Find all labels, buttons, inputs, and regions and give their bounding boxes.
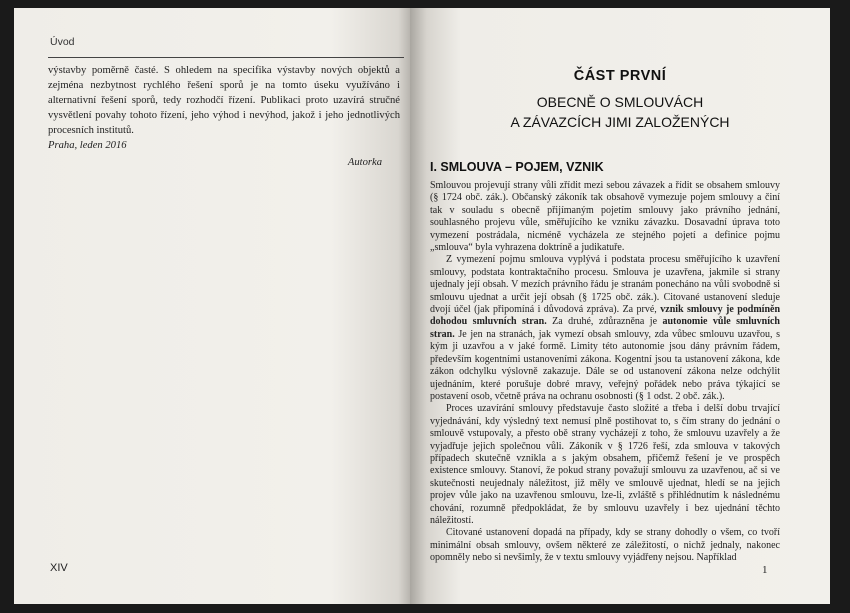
paragraph-1: Smlouvou projevují strany vůli zřídit mezi sebou závazek a řídit se obsahem smlouvy (§ 1724 obč. zák.). Občanský zákoník tak obsahově vymezuje pojem smlouvy a činí tak v souladu s obecně přijímaným pojetím smlouvy jako právního jednání, souhlasného projevu vůle, směřujícího ke vzniku závazku. Dosavadní úprava toto vymezení postrádala, nicméně vycházela ze stejného pojetí a definice pojmu „smlouva“ byla vyhrazena doktríně a judikatuře. (430, 180, 780, 254)
part-title-line-1: OBECNĚ O SMLOUVÁCH (536, 94, 704, 110)
section-heading: I. SMLOUVA – POJEM, VZNIK (430, 160, 604, 174)
page-number-right: 1 (762, 564, 768, 576)
p2-text-e: Je jen na stranách, jak vymezí obsah smlouvy, zda vůbec smlouvu uzavřou, s kým ji uzavřou a v jaké formě. Limity této autonomie jsou dány právním řádem, především kogentními ustanoveními zákona. Kogentní jsou ta ustanovení zákona, kde zákon odchylku výslovně zakazuje. Dále se od ustanovení zákona nelze odchýlit ujednáním, které porušuje dobré mravy, veřejný pořádek nebo práva týkající se postavení osob, včetně práva na ochranu osobnosti (§ 1 odst. 2 obč. zák.). (430, 328, 780, 402)
body-text (430, 180, 780, 565)
header-rule (48, 57, 404, 58)
part-title (410, 92, 830, 132)
intro-text (48, 63, 400, 138)
paragraph-4: Citované ustanovení dopadá na případy, kdy se strany dohodly o všem, co tvoří minimální obsah smlouvy, ovšem některé ze záležitostí, o nichž jednaly, nakonec opomněly nebo si nevšimly, že v textu smlouvy vyjádřeny nejsou. Například (430, 527, 780, 564)
intro-paragraph: výstavby poměrně časté. S ohledem na specifika výstavby nových objektů a zejména nezbytnost rychlého řešení sporů je na tomto úseku využíváno i alternativní řešení sporů, tedy rozhodčí řízení. Publikaci proto uzavírá stručné vysvětlení povahy tohoto řízení, jeho výhod i nevýhod, jakož i jeho jednotlivých procesních institutů. (48, 65, 400, 136)
page-number-left: XIV (50, 562, 68, 574)
paragraph-2 (430, 254, 780, 403)
p2-bold-autonomy: autonomie vůle smluvních stran. (430, 316, 780, 340)
p2-text-a: Z vymezení pojmu smlouva vyplývá i podstata procesu směřujícího k uzavření smlouvy, podstata kontraktačního procesu. Smlouva je uzavřena, jakmile si strany ujednaly její obsah. V mezích právního řádu je stranám ponecháno na vůli svobodně si smlouvu ujednat a určit její obsah (§ 1725 obč. zák.). Citované ustanovení sleduje dvojí účel (jak připomíná i důvodová zpráva). Za prvé, (430, 254, 780, 316)
paragraph-3: Proces uzavírání smlouvy představuje často složité a třeba i delší dobu trvající vyjednávání, kdy výsledný text nemusí plně postihovat to, s čím strany do jednání o smlouvě vstupovaly, a přesto obě strany vycházejí z toho, že smlouvu uzavřely a že vyjadřuje jejich společnou vůli. Zákoník v § 1726 řeší, zda smlouva v takových případech skutečně vznikla a s jakým obsahem, přičemž řešení je ve prospěch existence smlouvy. Stanoví, že pokud strany považují smlouvu za uzavřenou, ač si ve skutečnosti neujednaly náležitost, již měly ve smlouvě ujednat, hledí se na jejich projev vůle jako na uzavřenou smlouvu, lze-li, zvláště s přihlédnutím k následnému chování, rozumně předpokládat, že by smlouvu uzavřely i bez ujednání těchto náležitostí. (430, 403, 780, 526)
p2-bold-consent: vznik smlouvy je podmíněn dohodou smluvních stran. (430, 304, 781, 328)
part-title-line-2: A ZÁVAZCÍCH JIMI ZALOŽENÝCH (510, 114, 730, 130)
p2-text-c: Za druhé, zdůrazněna je (546, 316, 663, 328)
part-label: ČÁST PRVNÍ (573, 68, 667, 84)
left-page (14, 8, 410, 604)
place-date: Praha, leden 2016 (48, 140, 127, 151)
right-page (410, 8, 830, 604)
running-head: Úvod (50, 36, 75, 48)
author-signature: Autorka (347, 157, 382, 168)
